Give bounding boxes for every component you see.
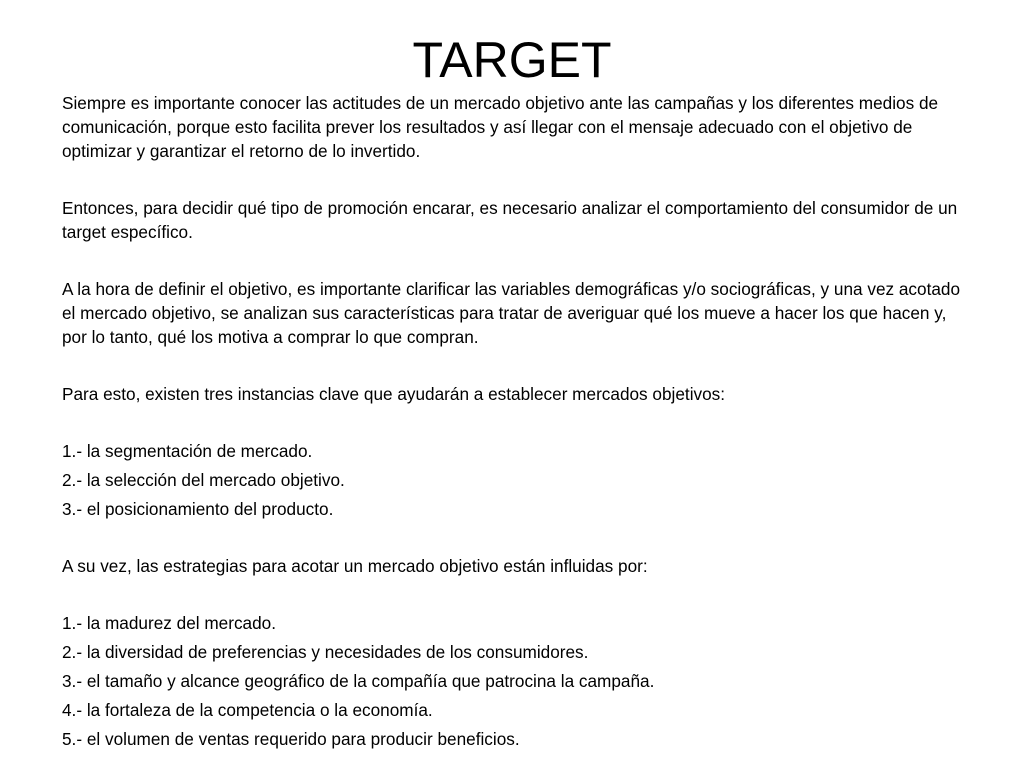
slide-body [62,91,972,751]
list-item: 3.- el posicionamiento del producto. [62,499,334,519]
list-item: 5.- el volumen de ventas requerido para producir beneficios. [62,729,520,749]
list-item: 1.- la segmentación de mercado. [62,441,313,461]
list-item: 3.- el tamaño y alcance geográfico de la compañía que patrocina la campaña. [62,671,655,691]
list-item: 4.- la fortaleza de la competencia o la economía. [62,700,433,720]
instances-list [62,439,972,521]
list-item: 1.- la madurez del mercado. [62,613,276,633]
paragraph-3: A la hora de definir el objetivo, es importante clarificar las variables demográficas y/o sociográficas, y una vez acotado el mercado objetivo, se analizan sus características para tratar de averiguar qué los mueve a hacer los que hacen y, por lo tanto, qué los motiva a comprar lo que compran. [62,279,961,347]
paragraph-1: Siempre es importante conocer las actitudes de un mercado objetivo ante las campañas y los diferentes medios de comunicación, porque esto facilita prever los resultados y así llegar con el mensaje adecuado con el objetivo de optimizar y garantizar el retorno de lo invertido. [62,93,939,161]
paragraph-4: Para esto, existen tres instancias clave que ayudarán a establecer mercados objetivos: [62,384,726,404]
strategies-list [62,611,972,751]
list-item: 2.- la diversidad de preferencias y necesidades de los consumidores. [62,642,589,662]
list-item: 2.- la selección del mercado objetivo. [62,470,345,490]
slide-title: TARGET [412,32,612,88]
paragraph-2: Entonces, para decidir qué tipo de promoción encarar, es necesario analizar el comportamiento del consumidor de un target específico. [62,198,958,242]
paragraph-5: A su vez, las estrategias para acotar un mercado objetivo están influidas por: [62,556,648,576]
